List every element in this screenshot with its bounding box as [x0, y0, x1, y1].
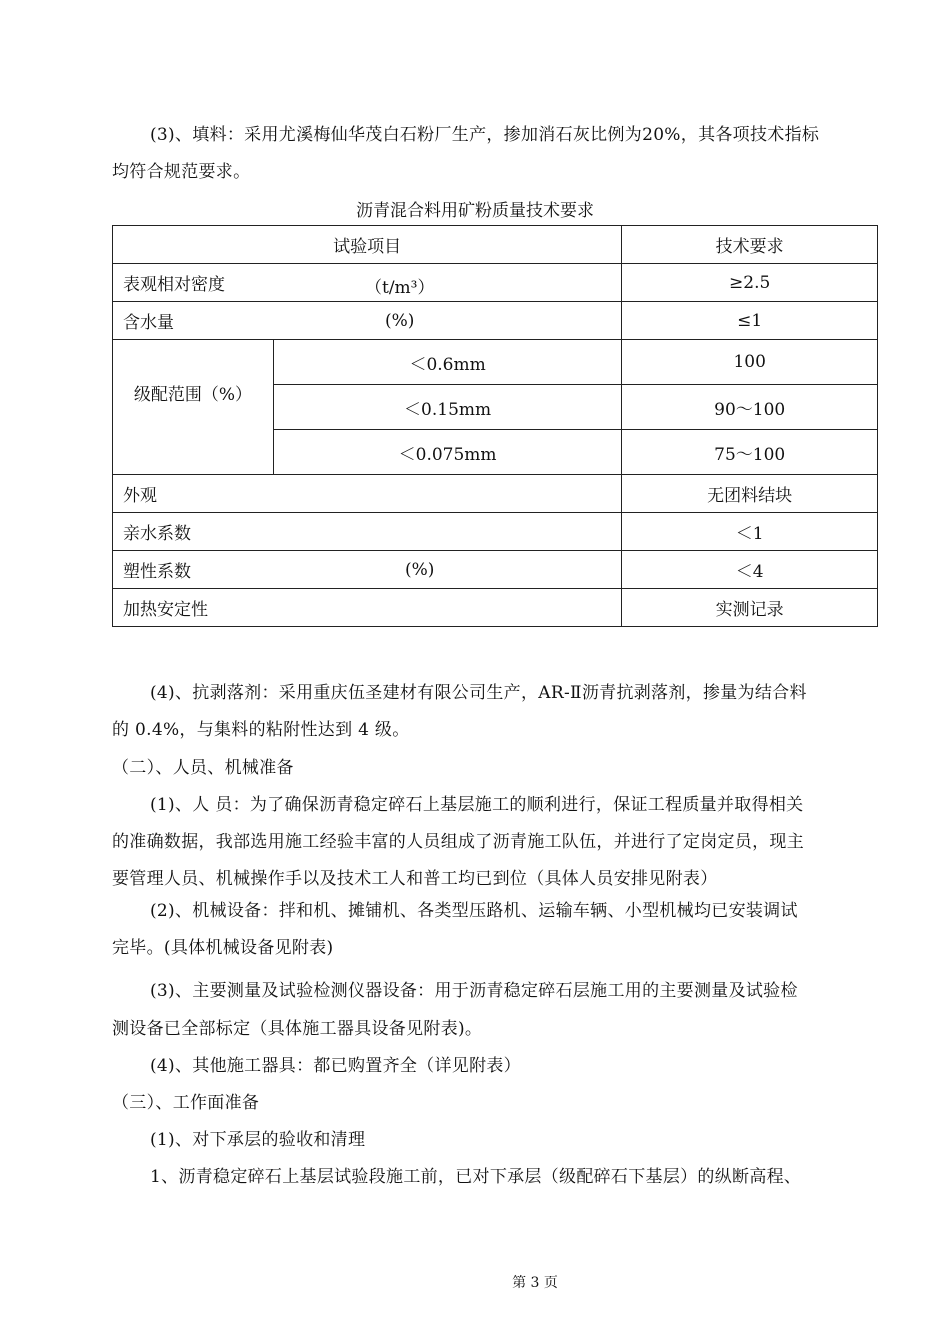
row-unit: (%) [385, 311, 415, 331]
row-unit: (%) [405, 560, 435, 580]
para-machine-line2: 完毕。(具体机械设备见附表) [112, 938, 334, 958]
header-item: 试验项目 [113, 226, 622, 264]
para-fill-line2: 均符合规范要求。 [112, 162, 251, 182]
para-test-line2: 测设备已全部标定（具体施工器具设备见附表)。 [112, 1019, 483, 1039]
row-value: ≤1 [622, 302, 878, 340]
para-other: (4)、其他施工器具：都已购置齐全（详见附表） [150, 1056, 521, 1076]
para-antistrip-line1: (4)、抗剥落剂：采用重庆伍圣建材有限公司生产，AR-Ⅱ沥青抗剥落剂，掺量为结合料 [150, 683, 807, 703]
table-row [113, 551, 878, 589]
para-lower-layer: (1)、对下承层的验收和清理 [150, 1130, 366, 1150]
row-name: 亲水系数 [113, 513, 622, 551]
para-people-line3: 要管理人员、机械操作手以及技术工人和普工均已到位（具体人员安排见附表） [112, 869, 718, 889]
para-last: 1、沥青稳定碎石上基层试验段施工前，已对下承层（级配碎石下基层）的纵断高程、 [150, 1167, 802, 1187]
row-name: 塑性系数 [123, 562, 191, 582]
table-row [113, 513, 878, 551]
table-header-row [113, 226, 878, 264]
table-caption: 沥青混合料用矿粉质量技术要求 [356, 201, 594, 221]
row-value: 无团料结块 [622, 475, 878, 513]
row-value: ＜4 [622, 551, 878, 589]
grading-size: ＜0.15mm [273, 385, 622, 430]
row-name: 加热安定性 [113, 589, 622, 627]
grading-value: 100 [622, 340, 878, 385]
header-requirement: 技术要求 [622, 226, 878, 264]
grading-label: 级配范围（%） [113, 340, 274, 475]
grading-size: ＜0.6mm [273, 340, 622, 385]
para-machine-line1: (2)、机械设备：拌和机、摊铺机、各类型压路机、运输车辆、小型机械均已安装调试 [150, 901, 798, 921]
para-fill-line1: (3)、填料：采用尤溪梅仙华茂白石粉厂生产，掺加消石灰比例为20%，其各项技术指标 [150, 125, 820, 145]
page-number: 第 3 页 [512, 1275, 558, 1291]
grading-value: 90～100 [622, 385, 878, 430]
row-name: 表观相对密度 [123, 275, 225, 295]
grading-size: ＜0.075mm [273, 430, 622, 475]
grading-value: 75～100 [622, 430, 878, 475]
row-value: ≥2.5 [622, 264, 878, 302]
grading-row [113, 340, 878, 385]
para-test-line1: (3)、主要测量及试验检测仪器设备：用于沥青稳定碎石层施工用的主要测量及试验检 [150, 981, 798, 1001]
row-unit: （t/m³） [365, 278, 435, 298]
table-row [113, 264, 878, 302]
row-name: 含水量 [123, 313, 174, 333]
table-row [113, 475, 878, 513]
section-heading-3: （三）、工作面准备 [112, 1093, 260, 1113]
row-value: 实测记录 [622, 589, 878, 627]
section-heading-2: （二）、人员、机械准备 [112, 758, 294, 778]
para-people-line1: (1)、人 员：为了确保沥青稳定碎石上基层施工的顺利进行，保证工程质量并取得相关 [150, 795, 804, 815]
row-name: 外观 [113, 475, 622, 513]
table-row [113, 302, 878, 340]
mineral-powder-table [112, 225, 878, 627]
row-value: ＜1 [622, 513, 878, 551]
table-row [113, 589, 878, 627]
para-antistrip-line2: 的 0.4%，与集料的粘附性达到 4 级。 [112, 720, 410, 740]
para-people-line2: 的准确数据，我部选用施工经验丰富的人员组成了沥青施工队伍，并进行了定岗定员，现主 [112, 832, 804, 852]
